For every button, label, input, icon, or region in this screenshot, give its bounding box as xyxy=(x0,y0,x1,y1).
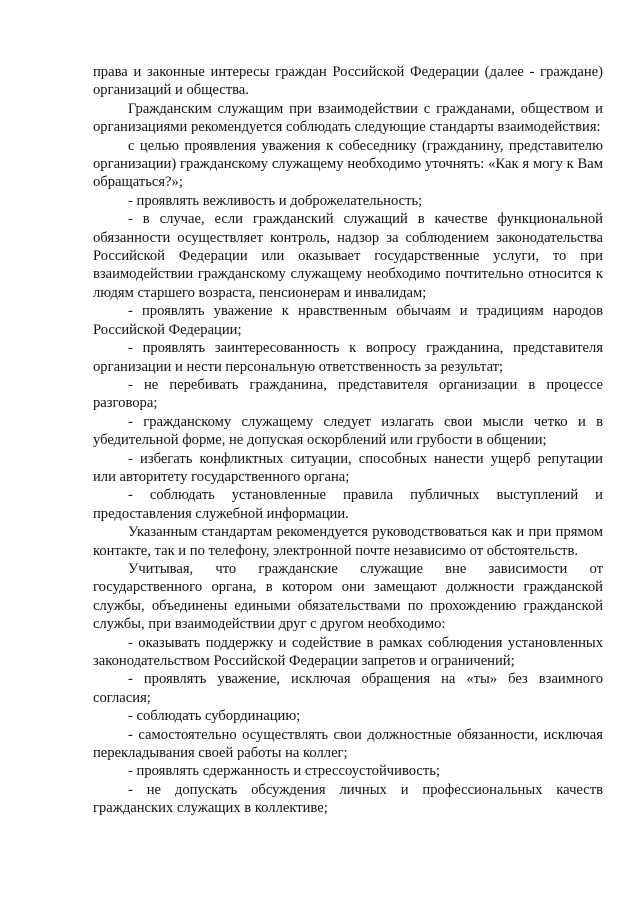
paragraph: - не перебивать гражданина, представителя организации в процессе разговора; xyxy=(93,376,603,412)
paragraph: с целью проявления уважения к собеседнику (гражданину, представителю организации) гражданскому служащему необходимо уточнять: «Как я могу к Вам обращаться?»; xyxy=(93,137,603,191)
paragraph: - в случае, если гражданский служащий в качестве функциональной обязанности осуществляет контроль, надзор за соблюдением законодательства Российской Федерации или оказывает государственные услуги, то при взаимодействии гражданскому служащему необходимо почтительно относится к людям старшего возраста, пенсионерам и инвалидам; xyxy=(93,211,603,301)
paragraph: - проявлять уважение, исключая обращения на «ты» без взаимного согласия; xyxy=(93,671,603,706)
document-body xyxy=(93,63,603,818)
paragraph: - гражданскому служащему следует излагать свои мысли четко и в убедительной форме, не допуская оскорблений или грубости в общении; xyxy=(93,413,603,449)
paragraph: - проявлять заинтересованность к вопросу гражданина, представителя организации и нести персональную ответственность за результат; xyxy=(93,340,603,375)
paragraph: - соблюдать субординацию; xyxy=(128,708,301,725)
paragraph: Гражданским служащим при взаимодействии с гражданами, обществом и организациями рекомендуется соблюдать следующие стандарты взаимодействия: xyxy=(93,100,603,136)
paragraph: Учитывая, что гражданские служащие вне зависимости от государственного органа, в котором они замещают должности гражданской службы, объединены едиными обязательствами по прохождению гражданской службы, при взаимодействии друг с другом необходимо: xyxy=(93,560,603,633)
paragraph: - проявлять сдержанность и стрессоустойчивость; xyxy=(128,763,440,780)
paragraph: - проявлять уважение к нравственным обычаям и традициям народов Российской Федерации; xyxy=(93,303,603,338)
paragraph: - оказывать поддержку и содействие в рамках соблюдения установленных законодательством Российской Федерации запретов и ограничений; xyxy=(93,634,603,669)
paragraph: права и законные интересы граждан Российской Федерации (далее - граждане) организаций и общества. xyxy=(93,64,603,99)
paragraph: - проявлять вежливость и доброжелательность; xyxy=(128,192,423,209)
paragraph: - самостоятельно осуществлять свои должностные обязанности, исключая перекладывания своей работы на коллег; xyxy=(93,726,603,762)
paragraph: - соблюдать установленные правила публичных выступлений и предоставления служебной информации. xyxy=(93,487,603,522)
paragraph: Указанным стандартам рекомендуется руководствоваться как и при прямом контакте, так и по телефону, электронной почте независимо от обстоятельств. xyxy=(93,524,603,559)
paragraph: - избегать конфликтных ситуации, способных нанести ущерб репутации или авторитету государственного органа; xyxy=(93,450,603,485)
paragraph: - не допускать обсуждения личных и профессиональных качеств гражданских служащих в коллективе; xyxy=(93,781,603,817)
